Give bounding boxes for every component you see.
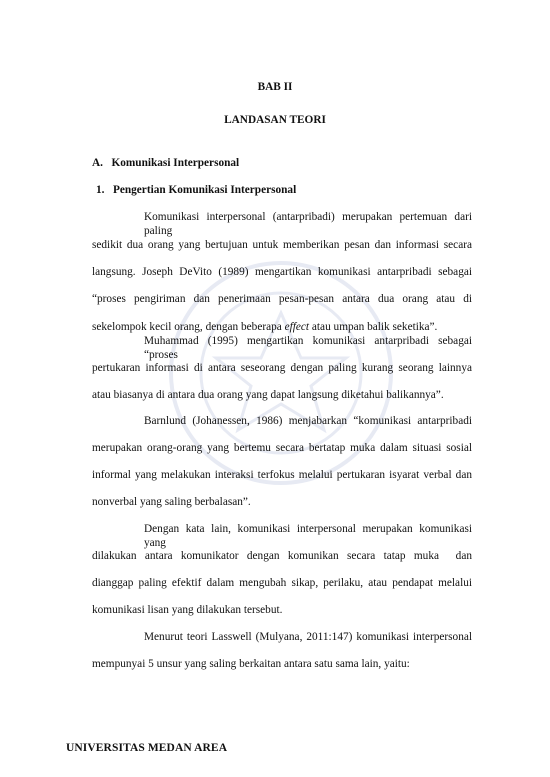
paragraph-line: merupakan orang-orang yang bertemu secara bertatap muka dalam situasi sosial xyxy=(92,442,472,454)
paragraph-line: atau biasanya di antara dua orang yang dapat langsung diketahui balikannya”. xyxy=(92,389,444,401)
paragraph-line: informal yang melakukan interaksi terfokus melalui pertukaran isyarat verbal dan xyxy=(92,469,472,481)
paragraph-line xyxy=(92,320,437,334)
chapter-number: BAB II xyxy=(257,81,293,93)
section-heading: A. Komunikasi Interpersonal xyxy=(92,157,240,169)
paragraph-line: mempunyai 5 unsur yang saling berkaitan antara satu sama lain, yaitu: xyxy=(92,658,410,670)
paragraph-line: langsung. Joseph DeVito (1989) mengartikan komunikasi antarpribadi sebagai xyxy=(92,266,472,278)
paragraph-line: Muhammad (1995) mengartikan komunikasi antarpribadi sebagai “proses xyxy=(144,335,472,361)
footer-university: UNIVERSITAS MEDAN AREA xyxy=(66,742,228,754)
paragraph-line: Barnlund (Johanessen, 1986) menjabarkan “komunikasi antarpribadi xyxy=(144,415,472,427)
text-span: sekelompok kecil orang, dengan beberapa xyxy=(92,321,285,333)
italic-term: effect xyxy=(284,321,310,333)
paragraph-line: “proses pengiriman dan penerimaan pesan-pesan antara dua orang atau di xyxy=(92,293,472,305)
text-span: atau umpan balik seketika”. xyxy=(309,321,438,333)
paragraph-line: pertukaran informasi di antara seseorang dengan paling kurang seorang lainnya xyxy=(92,362,472,374)
subsection-heading: 1. Pengertian Komunikasi Interpersonal xyxy=(96,184,297,196)
paragraph-line: dianggap paling efektif dalam mengubah sikap, perilaku, atau pendapat melalui xyxy=(92,577,472,589)
paragraph-line: komunikasi lisan yang dilakukan tersebut. xyxy=(92,604,283,616)
chapter-title: LANDASAN TEORI xyxy=(224,114,326,126)
paragraph-line: sedikit dua orang yang bertujuan untuk memberikan pesan dan informasi secara xyxy=(92,239,472,251)
paragraph-line: Menurut teori Lasswell (Mulyana, 2011:147) komunikasi interpersonal xyxy=(144,631,472,643)
paragraph-line: Komunikasi interpersonal (antarpribadi) merupakan pertemuan dari paling xyxy=(144,211,472,237)
paragraph-line: dilakukan antara komunikator dengan komunikan secara tatap muka dan xyxy=(92,550,472,562)
paragraph-line: nonverbal yang saling berbalasan”. xyxy=(92,496,251,508)
paragraph-line: Dengan kata lain, komunikasi interpersonal merupakan komunikasi yang xyxy=(144,523,472,549)
